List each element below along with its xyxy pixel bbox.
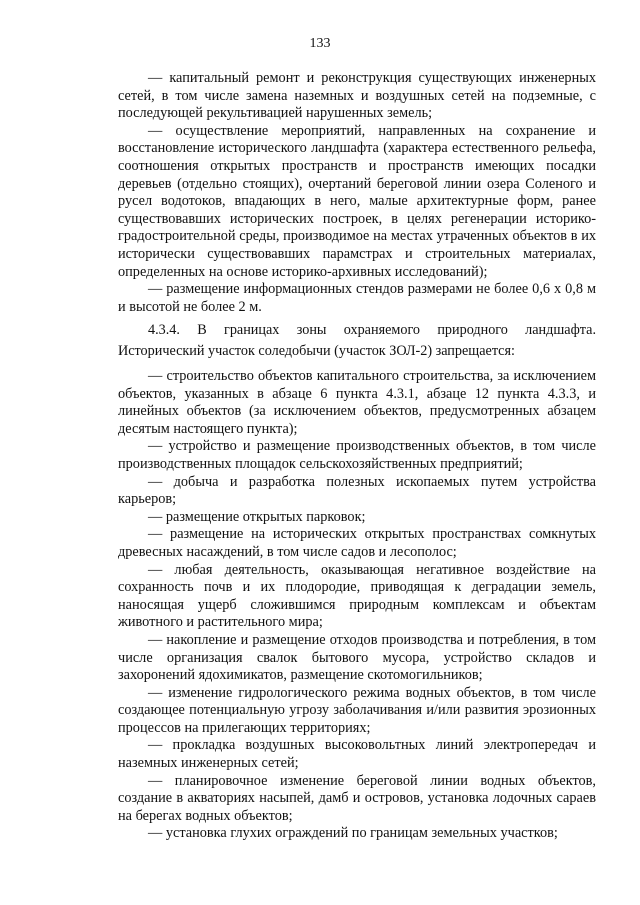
list-item: — изменение гидрологического режима водных объектов, в том числе создающее потенциальную угрозу заболачивания и/или развития эрозионных процессов на прилегающих территориях; [118, 684, 596, 736]
list-item: — накопление и размещение отходов производства и потребления, в том числе организация свалок бытового мусора, устройство складов и захоронений ядохимикатов, размещение скотомогильников; [118, 631, 596, 684]
section-heading: 4.3.4. В границах зоны охраняемого природного ландшафта. Исторический участок соледобычи (участок ЗОЛ-2) запрещается: [118, 322, 596, 359]
list-item: — осуществление мероприятий, направленных на сохранение и восстановление исторического ландшафта (характера естественного рельефа, соотношения открытых пространств и пространств имеющих посадки деревьев (отдельно стоящих), очертаний береговой линии озера Соленого и русел водотоков, впадающих в него, малые архитектурные форм, ранее существовавших исторических построек, в целях регенерации историко-градостроительной среды, производимое на местах утраченных объектов в их исторически существовавших парамстрах и строительных материалах, определенных на основе историко-архивных исследований); [118, 122, 596, 280]
paragraph-list-2 [118, 368, 596, 843]
list-item: — размещение открытых парковок; [148, 508, 366, 525]
list-item: — строительство объектов капитального строительства, за исключением объектов, указанных в абзаце 6 пункта 4.3.1, абзаце 12 пункта 4.3.3, и линейных объектов (за исключением объектов, предусмотренных абзацем десятым настоящего пункта); [118, 368, 596, 437]
list-item: — прокладка воздушных высоковольтных линий электропередач и наземных инженерных сетей; [118, 737, 596, 772]
list-item: — устройство и размещение производственных объектов, в том числе производственных площадок сельскохозяйственных предприятий; [118, 438, 596, 472]
paragraph-list-1 [118, 70, 596, 316]
page-number: 133 [309, 36, 331, 51]
list-item: — размещение на исторических открытых пространствах сомкнутых древесных насаждений, в том числе садов и лесополос; [118, 526, 596, 560]
list-item: — размещение информационных стендов размерами не более 0,6 х 0,8 м и высотой не более 2 м. [118, 281, 596, 315]
list-item: — планировочное изменение береговой линии водных объектов, создание в акваториях насыпей, дамб и островов, установка лодочных сараев на берегах водных объектов; [118, 772, 596, 824]
list-item: — любая деятельность, оказывающая негативное воздействие на сохранность почв и их плодородие, приводящая к деградации земель, наносящая ущерб сложившимся природным комплексам и объектам животного и растительного мира; [118, 561, 596, 631]
list-item: — добыча и разработка полезных ископаемых путем устройства карьеров; [118, 473, 596, 508]
list-item: — установка глухих ограждений по границам земельных участков; [148, 825, 558, 842]
list-item: — капитальный ремонт и реконструкция существующих инженерных сетей, в том числе замена наземных и воздушных сетей на подземные, с последующей рекультивацией нарушенных земель; [118, 70, 596, 122]
